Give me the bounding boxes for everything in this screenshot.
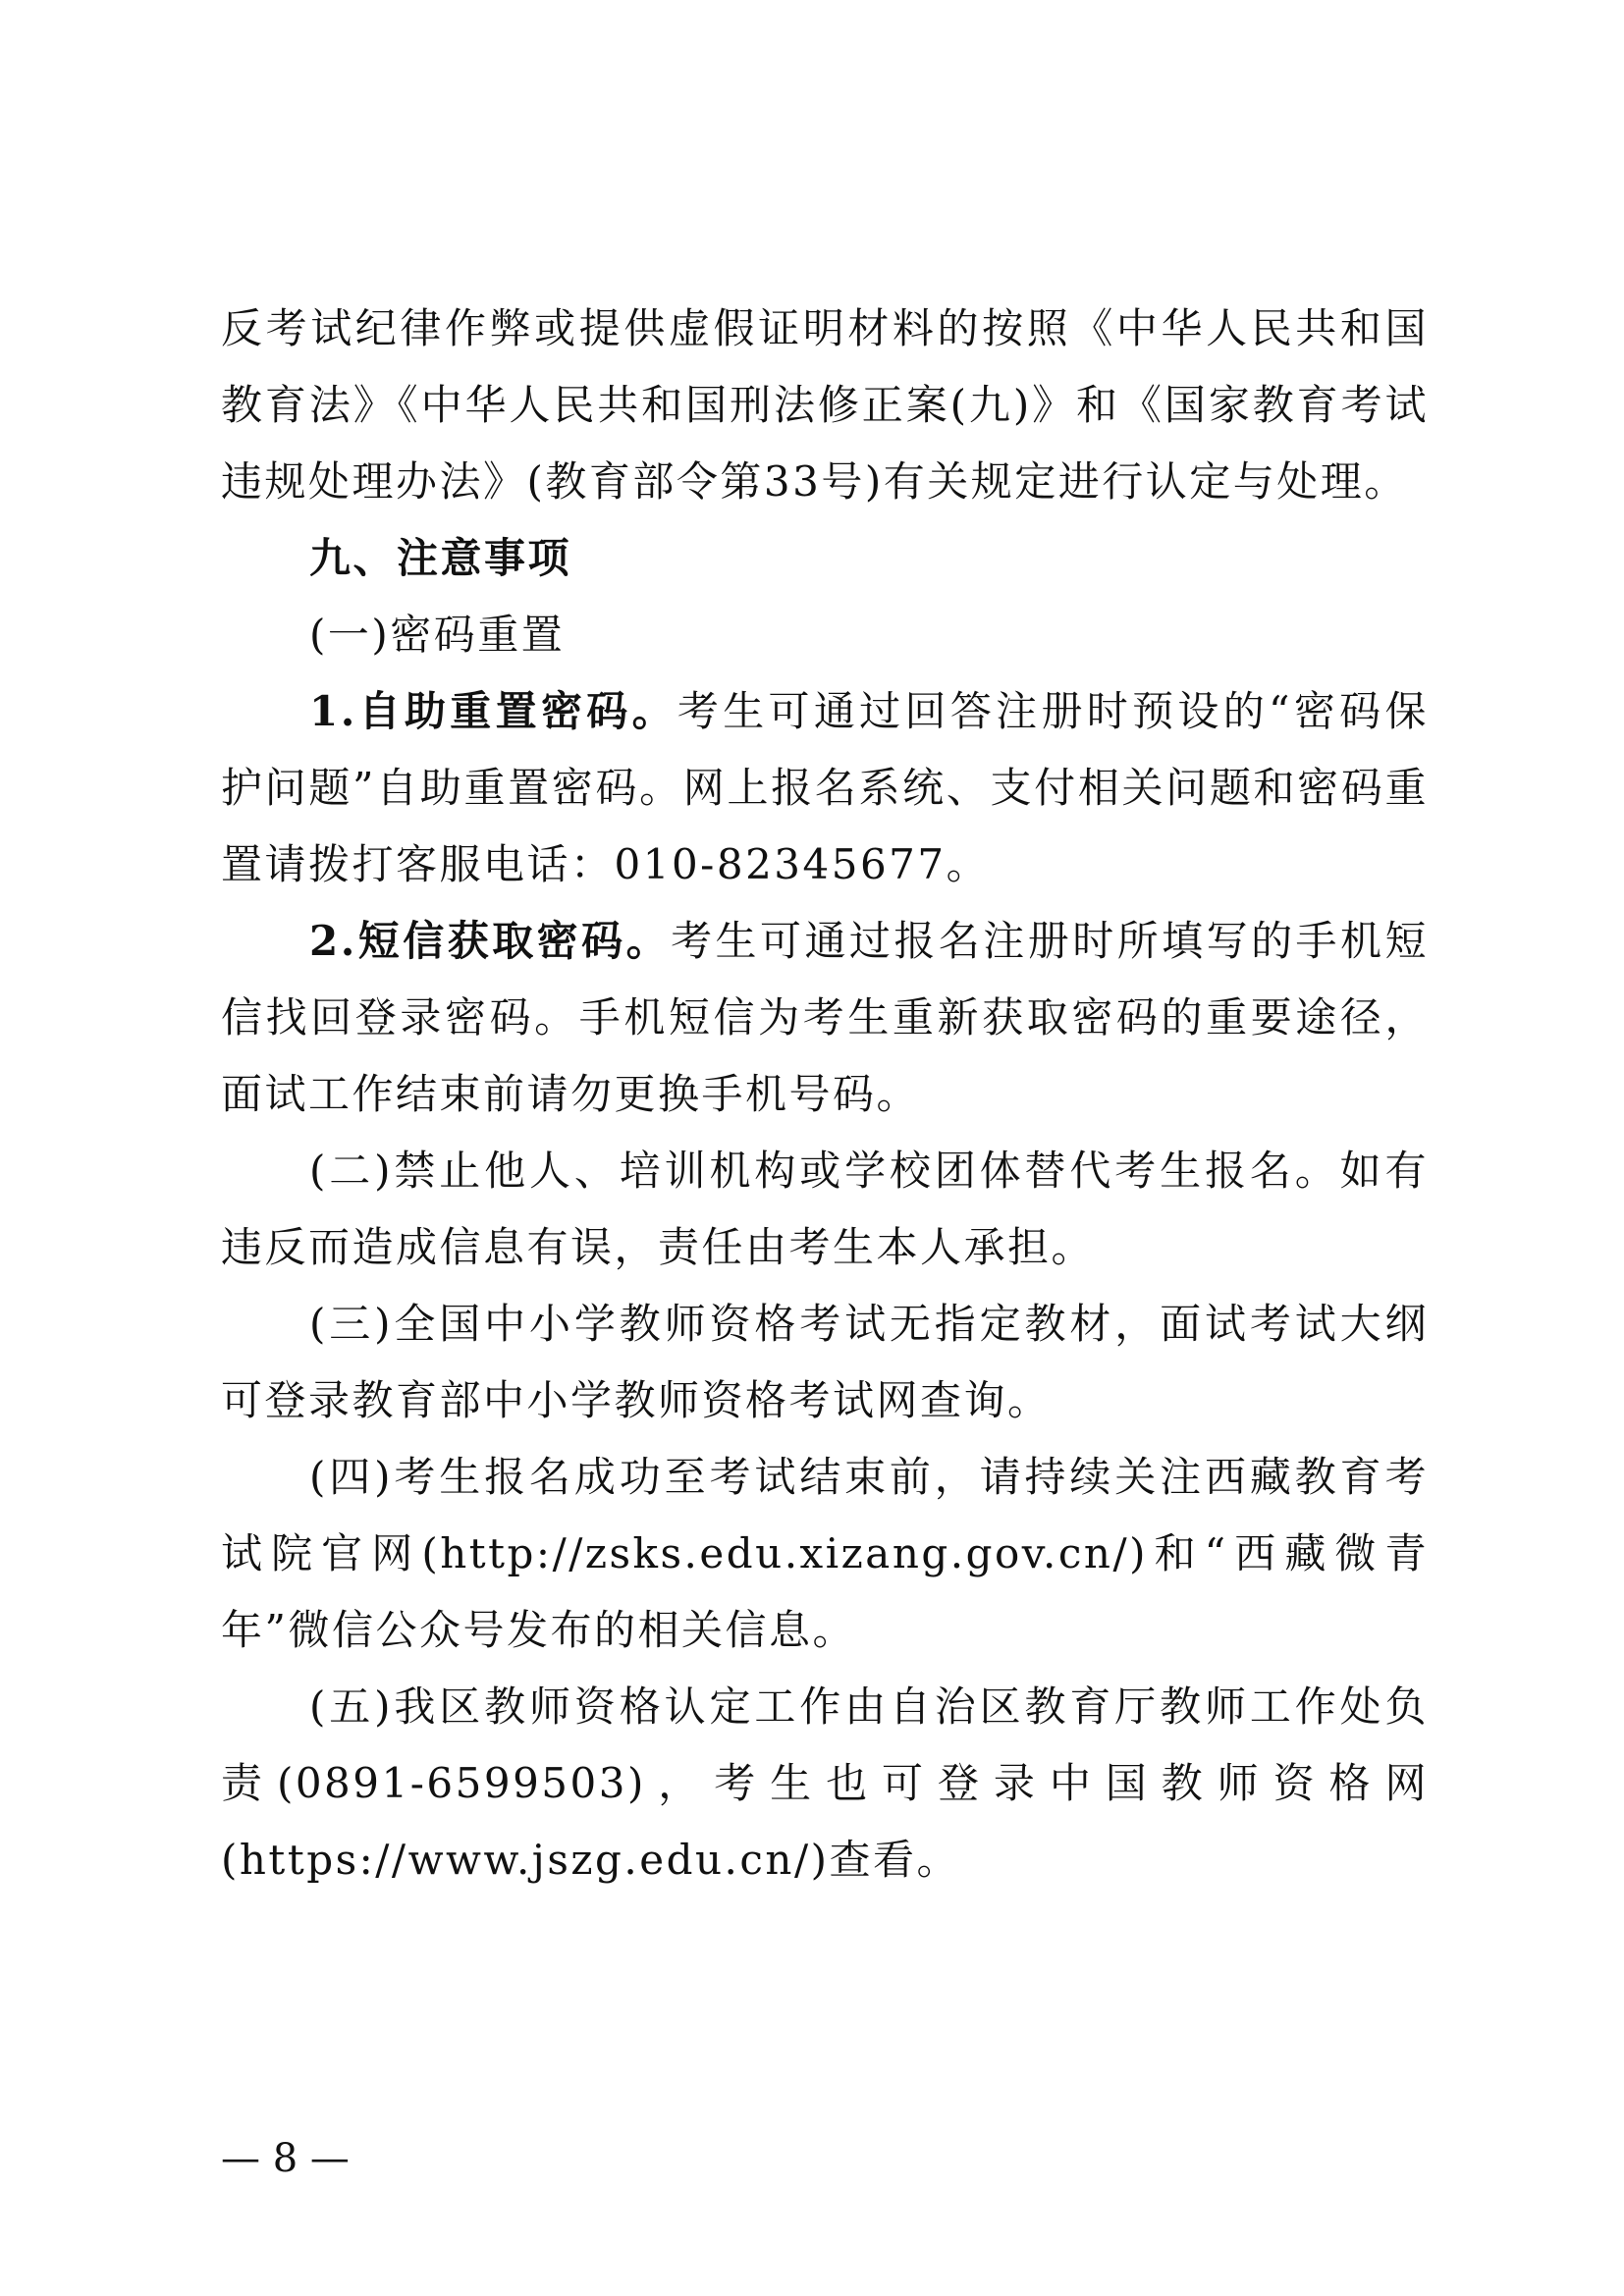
paragraph-3: (三)全国中小学教师资格考试无指定教材，面试考试大纲可登录教育部中小学教师资格考试网查询。 xyxy=(221,1300,1429,1424)
item-lead: 2.短信获取密码。 xyxy=(309,917,672,965)
paragraph-2: (二)禁止他人、培训机构或学校团体替代考生报名。如有违反而造成信息有误，责任由考生本人承担。 xyxy=(221,1147,1429,1271)
page-number: — 8 — xyxy=(221,2136,350,2181)
paragraph-item-1 xyxy=(221,673,1429,903)
item-lead: 1.自助重置密码。 xyxy=(309,687,677,735)
paragraph-continuation: 反考试纪律作弊或提供虚假证明材料的按照《中华人民共和国教育法》《中华人民共和国刑法修正案(九)》和《国家教育考试违规处理办法》(教育部令第33号)有关规定进行认定与处理。 xyxy=(221,304,1429,506)
body-text xyxy=(221,291,1429,1898)
subsection-title: (一)密码重置 xyxy=(309,611,566,659)
item-body: 考生可通过报名注册时所填写的手机短信找回登录密码。手机短信为考生重新获取密码的重要途径，面试工作结束前请勿更换手机号码。 xyxy=(221,917,1429,1118)
paragraph-4: (四)考生报名成功至考试结束前，请持续关注西藏教育考试院官网(http://zsks.edu.xizang.gov.cn/)和“西藏微青年”微信公众号发布的相关信息。 xyxy=(221,1453,1429,1654)
paragraph-5: (五)我区教师资格认定工作由自治区教育厅教师工作处负责(0891-6599503)，考生也可登录中国教师资格网(https://www.jszg.edu.cn/)查看。 xyxy=(221,1682,1429,1884)
section-heading: 九、注意事项 xyxy=(309,534,572,582)
item-body: 考生可通过回答注册时预设的“密码保护问题”自助重置密码。网上报名系统、支付相关问题和密码重置请拨打客服电话：010-82345677。 xyxy=(221,687,1429,888)
paragraph-item-2 xyxy=(221,903,1429,1133)
